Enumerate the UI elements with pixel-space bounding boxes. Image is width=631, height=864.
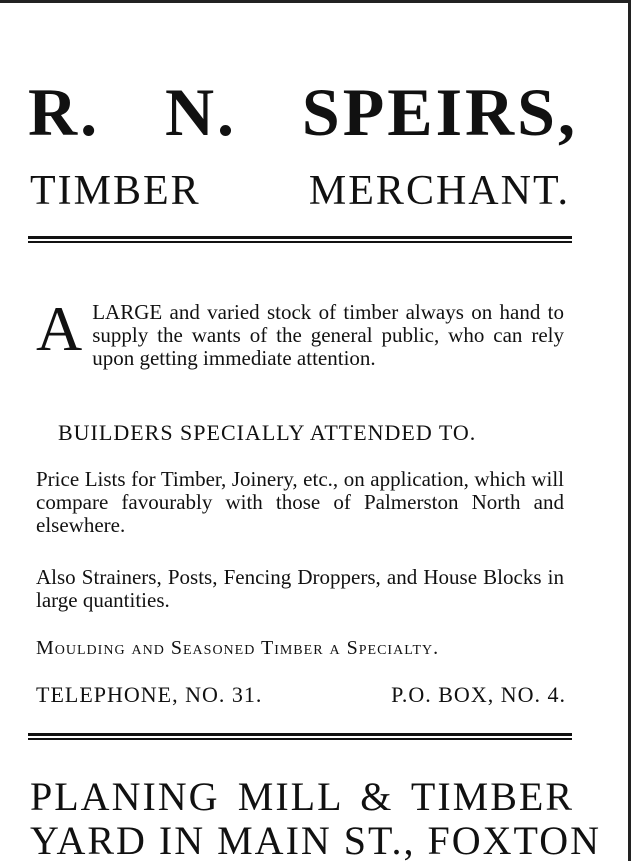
builders-notice: BUILDERS SPECIALLY ATTENDED TO. (58, 420, 477, 445)
upper-divider-rule (28, 236, 572, 243)
lower-divider-rule (28, 733, 572, 740)
mill-location-line-1: PLANING MILL & TIMBER (30, 774, 574, 819)
mill-location-line-2: YARD IN MAIN ST., FOXTON (30, 818, 601, 863)
intro-text: LARGE and varied stock of timber always on hand to supply the wants of the general public, who can rely upon getting immediate attention. (92, 300, 564, 370)
trade-heading: TIMBER MERCHANT. (30, 168, 570, 214)
intro-paragraph (36, 293, 564, 370)
moulding-specialty-line: Moulding and Seasoned Timber a Specialty. (36, 637, 440, 659)
price-lists-paragraph: Price Lists for Timber, Joinery, etc., on application, which will compare favourably with those of Palmerston North and elsewhere. (36, 467, 564, 537)
strainers-paragraph: Also Strainers, Posts, Fencing Droppers, and House Blocks in large quantities. (36, 565, 564, 612)
intro-drop-cap: A (36, 293, 83, 364)
top-border-rule (0, 0, 631, 3)
business-name-heading: R. N. SPEIRS, (28, 74, 578, 150)
telephone-number: TELEPHONE, NO. 31. (36, 682, 263, 707)
po-box-number: P.O. BOX, NO. 4. (391, 682, 566, 707)
